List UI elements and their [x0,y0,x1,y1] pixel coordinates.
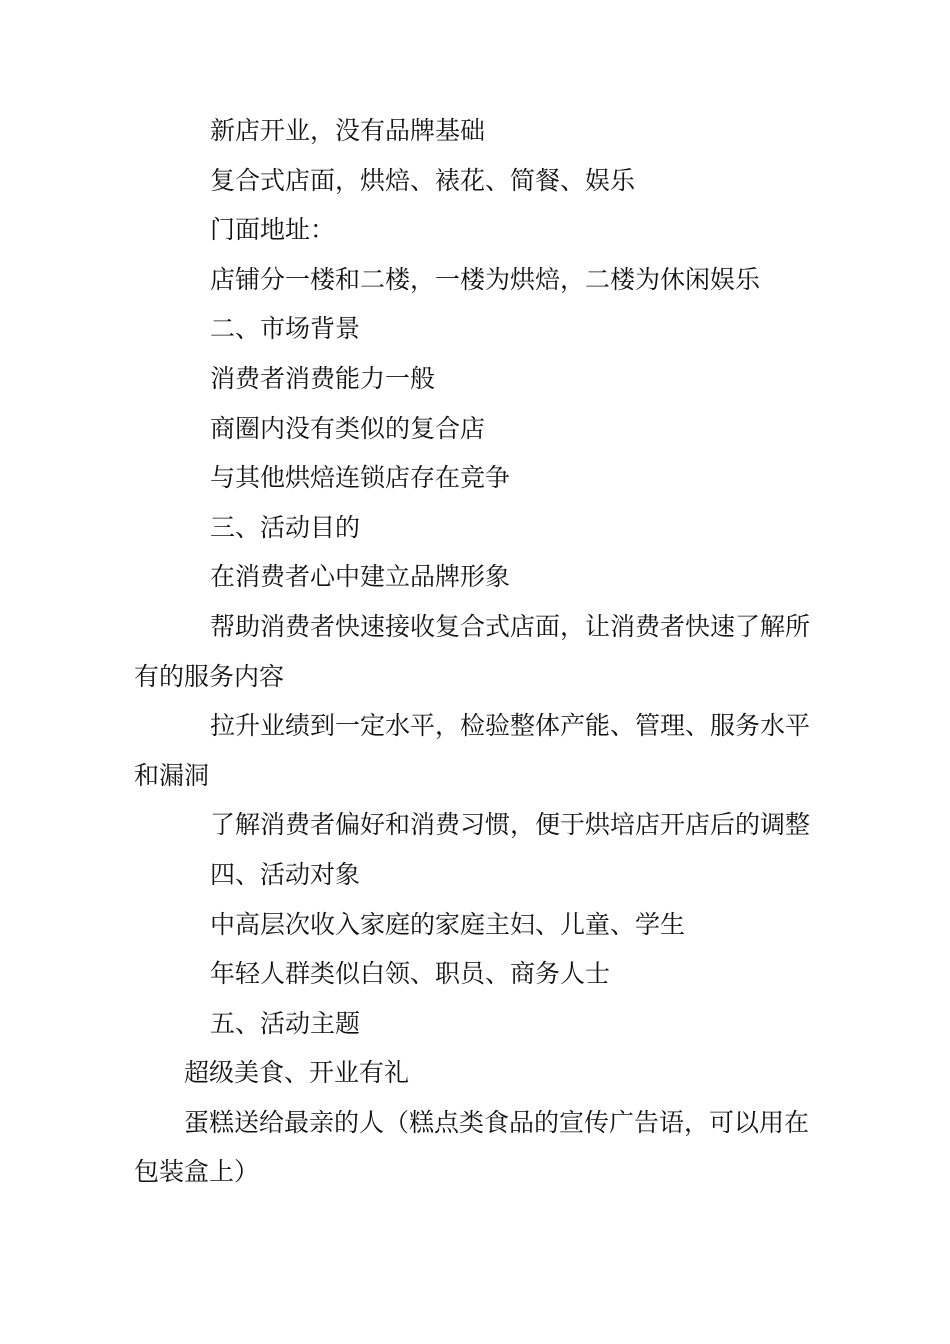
paragraph: 帮助消费者快速接收复合式店面，让消费者快速了解所有的服务内容 [134,611,811,691]
paragraph: 商圈内没有类似的复合店 [210,413,486,443]
paragraph: 与其他烘焙连锁店存在竞争 [210,463,511,493]
paragraph: 年轻人群类似白领、职员、商务人士 [210,959,611,989]
section-heading: 四、活动对象 [210,859,361,889]
section-heading: 五、活动主题 [210,1008,361,1038]
paragraph: 新店开业，没有品牌基础 [210,116,486,145]
section-heading: 三、活动目的 [210,512,361,542]
paragraph: 在消费者心中建立品牌形象 [210,562,511,592]
paragraph: 店铺分一楼和二楼，一楼为烘焙，二楼为休闲娱乐 [210,264,761,294]
paragraph: 复合式店面，烘焙、裱花、简餐、娱乐 [210,165,636,195]
paragraph: 了解消费者偏好和消费习惯，便于烘培店开店后的调整 [210,810,811,840]
paragraph: 门面地址： [210,215,336,245]
paragraph: 拉升业绩到一定水平，检验整体产能、管理、服务水平和漏洞 [134,711,811,790]
paragraph: 蛋糕送给最亲的人（糕点类食品的宣传广告语，可以用在包装盒上） [134,1107,810,1187]
paragraph: 超级美食、开业有礼 [184,1058,410,1088]
paragraph: 消费者消费能力一般 [210,363,436,393]
document-body [134,106,824,1197]
paragraph: 中高层次收入家庭的家庭主妇、儿童、学生 [210,909,686,939]
section-heading: 二、市场背景 [210,314,361,344]
